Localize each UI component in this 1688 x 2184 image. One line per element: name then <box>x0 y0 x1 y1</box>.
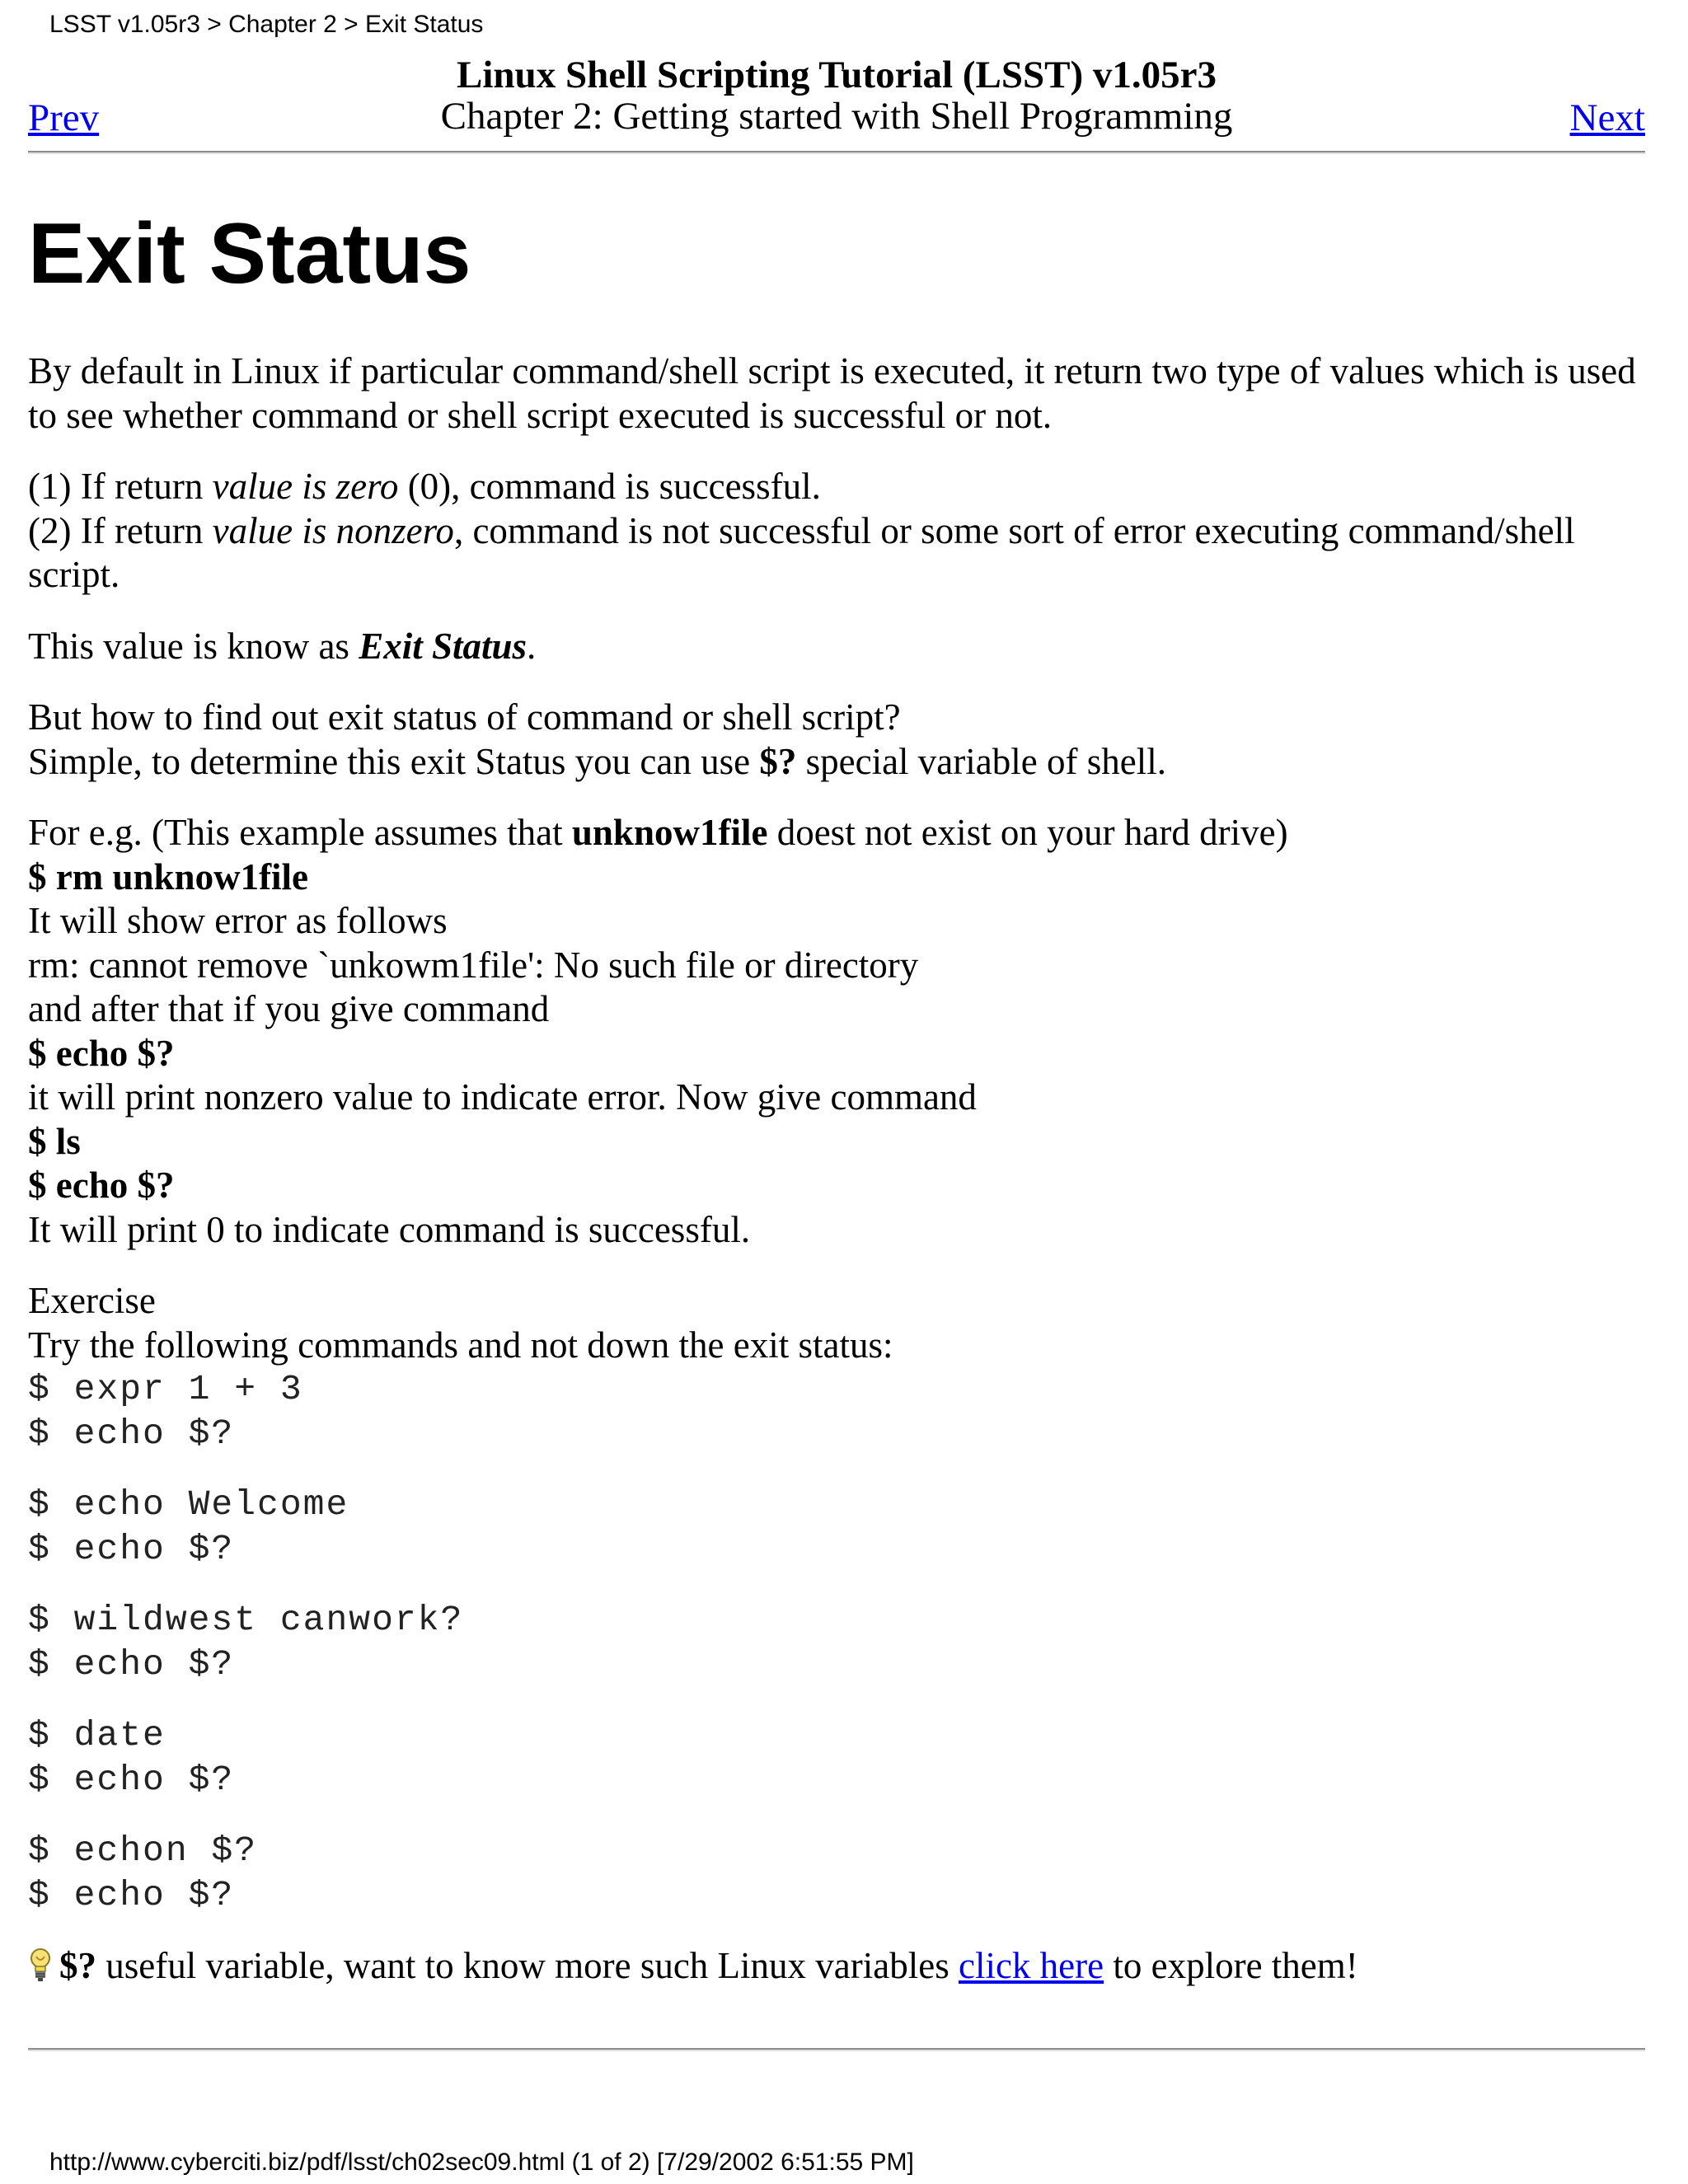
example-intro <box>28 811 1650 855</box>
page-title: Exit Status <box>28 206 471 302</box>
exercise-label: Exercise <box>28 1280 156 1321</box>
success-note: It will print 0 to indicate command is successful. <box>28 1208 751 1250</box>
print-header: LSST v1.05r3 > Chapter 2 > Exit Status <box>49 11 484 38</box>
error-intro: It will show error as follows <box>28 900 448 941</box>
tip-variable: $? <box>59 1945 96 1986</box>
rule-zero-emphasis: value is zero <box>212 466 399 507</box>
how-answer-pre: Simple, to determine this exit Status you can use <box>28 740 760 782</box>
article-body <box>28 349 1650 2016</box>
error-message: rm: cannot remove `unkowm1file': No such file or directory <box>28 944 919 986</box>
nonzero-note: it will print nonzero value to indicate error. Now give command <box>28 1076 977 1118</box>
exercise-group <box>28 1829 1650 1917</box>
exercise-command: $ echo Welcome <box>28 1484 349 1525</box>
how-paragraph <box>28 696 1650 784</box>
tip-paragraph <box>28 1944 1650 1989</box>
rule-nonzero-pre: (2) If return <box>28 509 213 551</box>
exercise-group <box>28 1598 1650 1686</box>
exercise-command: $ expr 1 + 3 <box>28 1369 303 1409</box>
prev-link[interactable]: Prev <box>28 96 100 139</box>
tip-text-pre: useful variable, want to know more such Linux variables <box>96 1945 959 1986</box>
rule-zero <box>28 465 1650 509</box>
command-ls: $ ls <box>28 1120 81 1162</box>
command-echo-status: $ echo $? <box>28 1032 175 1074</box>
tip-text-post: to explore them! <box>1104 1945 1358 1986</box>
exercise-command: $ date <box>28 1715 166 1755</box>
exercise-command: $ wildwest canwork? <box>28 1600 464 1640</box>
how-answer <box>28 740 1650 785</box>
rule-nonzero <box>28 509 1650 598</box>
navigation-bar <box>28 54 1645 153</box>
exercise-paragraph <box>28 1279 1650 1455</box>
nav-titles <box>28 54 1645 137</box>
book-title: Linux Shell Scripting Tutorial (LSST) v1.05r3 <box>457 54 1217 96</box>
example-filename: unknow1file <box>571 812 768 853</box>
rule-nonzero-post: , command is not successful or some sort of error executing command/shell script. <box>28 509 1575 595</box>
exercise-group <box>28 1713 1650 1802</box>
after-note: and after that if you give command <box>28 988 550 1029</box>
special-variable: $? <box>759 740 797 782</box>
exercise-command: $ echo $? <box>28 1528 235 1569</box>
exercise-command: $ echo $? <box>28 1413 235 1454</box>
rule-zero-pre: (1) If return <box>28 466 213 507</box>
print-footer: http://www.cyberciti.biz/pdf/lsst/ch02sec09.html (1 of 2) [7/29/2002 6:51:55 PM] <box>49 2149 914 2176</box>
how-answer-post: special variable of shell. <box>796 740 1166 782</box>
rule-nonzero-emphasis: value is nonzero <box>212 509 454 551</box>
example-paragraph <box>28 811 1650 1252</box>
how-question: But how to find out exit status of command or shell script? <box>28 696 901 738</box>
top-divider <box>28 151 1645 154</box>
example-intro-post: doest not exist on your hard drive) <box>767 812 1288 853</box>
known-as-paragraph <box>28 625 1650 669</box>
chapter-title: Chapter 2: Getting started with Shell Programming <box>440 95 1233 138</box>
exercise-command: $ echo $? <box>28 1874 235 1915</box>
lightbulb-icon <box>28 1947 53 1983</box>
exit-status-term: Exit Status <box>359 625 528 667</box>
intro-paragraph: By default in Linux if particular command/shell script is executed, it return two type of values which is used to see whether command or shell script executed is successful or not. <box>28 350 1636 436</box>
exercise-command: $ echon $? <box>28 1830 258 1871</box>
command-rm: $ rm unknow1file <box>28 855 309 898</box>
command-echo-status: $ echo $? <box>28 1165 175 1206</box>
click-here-link[interactable]: click here <box>958 1945 1104 1986</box>
exercise-command: $ echo $? <box>28 1759 235 1800</box>
exercise-group <box>28 1483 1650 1571</box>
next-link[interactable]: Next <box>1569 96 1645 139</box>
known-as-post: . <box>527 625 537 667</box>
rule-zero-post: (0), command is successful. <box>398 466 821 507</box>
exercise-command: $ echo $? <box>28 1643 235 1685</box>
exercise-instruction: Try the following commands and not down the exit status: <box>28 1324 893 1366</box>
example-intro-pre: For e.g. (This example assumes that <box>28 812 572 853</box>
bottom-divider <box>28 2048 1645 2051</box>
return-values-paragraph <box>28 465 1650 598</box>
known-as-pre: This value is know as <box>28 625 359 667</box>
